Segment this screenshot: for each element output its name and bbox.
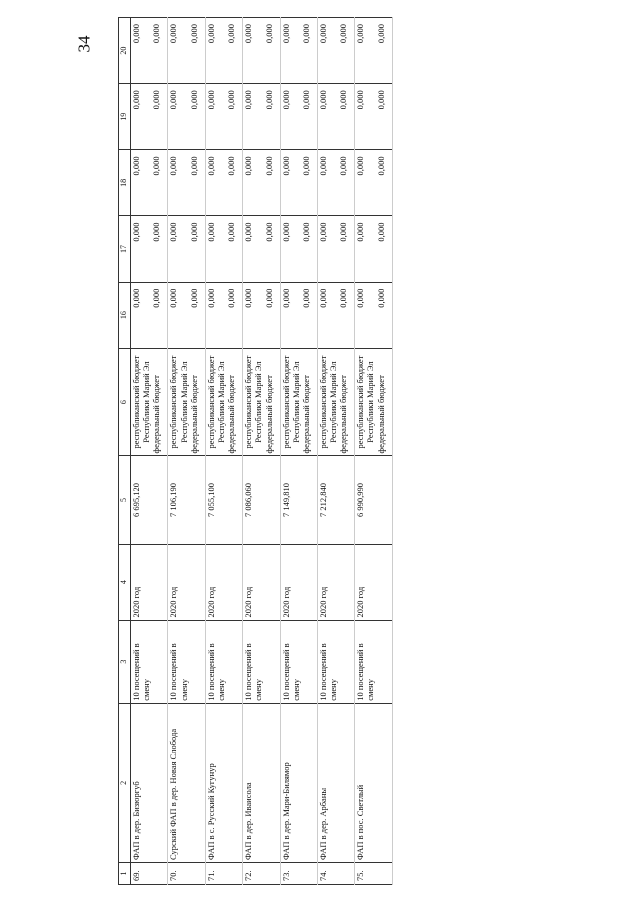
value-cell: 0,000	[131, 84, 152, 150]
table-row-federal	[151, 18, 168, 885]
year: 2020 год	[131, 544, 152, 620]
col-header: 5	[119, 456, 131, 544]
value-cell: 0,000	[317, 216, 338, 282]
value-cell: 0,000	[301, 18, 318, 84]
value-cell: 0,000	[168, 282, 189, 348]
funding-source: республиканский бюджет Республики Марий Эл	[355, 348, 376, 456]
cost: 6 990,990	[355, 456, 376, 544]
value-cell: 0,000	[226, 18, 243, 84]
value-cell: 0,000	[280, 216, 301, 282]
header-row	[119, 18, 131, 885]
object-name: ФАП в дер. Бизюргуб	[131, 703, 152, 862]
col-header: 17	[119, 216, 131, 282]
value-cell: 0,000	[226, 150, 243, 216]
funding-source: федеральный бюджет	[338, 348, 355, 456]
year: 2020 год	[280, 544, 301, 620]
value-cell: 0,000	[168, 18, 189, 84]
value-cell: 0,000	[205, 84, 226, 150]
value-cell: 0,000	[151, 18, 168, 84]
table-row	[280, 18, 301, 885]
year: 2020 год	[243, 544, 264, 620]
table-row-federal	[189, 18, 206, 885]
value-cell: 0,000	[189, 150, 206, 216]
value-cell: 0,000	[131, 150, 152, 216]
value-cell: 0,000	[264, 84, 281, 150]
value-cell: 0,000	[317, 150, 338, 216]
cost: 6 695,120	[131, 456, 152, 544]
row-number: 74.	[317, 862, 338, 884]
row-number: 69.	[131, 862, 152, 884]
col-header: 16	[119, 282, 131, 348]
value-cell: 0,000	[131, 282, 152, 348]
value-cell: 0,000	[151, 150, 168, 216]
capacity: 10 посещений в смену	[280, 620, 301, 703]
col-header: 20	[119, 18, 131, 84]
value-cell: 0,000	[355, 216, 376, 282]
value-cell: 0,000	[243, 18, 264, 84]
cost: 7 055,100	[205, 456, 226, 544]
value-cell: 0,000	[205, 282, 226, 348]
value-cell: 0,000	[243, 282, 264, 348]
row-number: 71.	[205, 862, 226, 884]
value-cell: 0,000	[205, 216, 226, 282]
value-cell: 0,000	[205, 18, 226, 84]
value-cell: 0,000	[280, 282, 301, 348]
object-name: ФАП в пос. Светлый	[355, 703, 376, 862]
col-header: 2	[119, 703, 131, 862]
object-name: ФАП в дер. Мари-Билямор	[280, 703, 301, 862]
table-row-federal	[376, 18, 393, 885]
value-cell: 0,000	[338, 84, 355, 150]
value-cell: 0,000	[317, 282, 338, 348]
table-row-federal	[301, 18, 318, 885]
funding-source: республиканский бюджет Республики Марий Эл	[317, 348, 338, 456]
row-number: 75.	[355, 862, 376, 884]
funding-source: федеральный бюджет	[151, 348, 168, 456]
funding-source: федеральный бюджет	[189, 348, 206, 456]
row-number: 72.	[243, 862, 264, 884]
table-row	[168, 18, 189, 885]
table-row	[131, 18, 152, 885]
value-cell: 0,000	[151, 84, 168, 150]
value-cell: 0,000	[168, 216, 189, 282]
capacity: 10 посещений в смену	[243, 620, 264, 703]
value-cell: 0,000	[355, 282, 376, 348]
value-cell: 0,000	[264, 216, 281, 282]
value-cell: 0,000	[338, 18, 355, 84]
value-cell: 0,000	[243, 150, 264, 216]
table-row-federal	[338, 18, 355, 885]
value-cell: 0,000	[264, 282, 281, 348]
value-cell: 0,000	[131, 18, 152, 84]
value-cell: 0,000	[189, 216, 206, 282]
value-cell: 0,000	[243, 216, 264, 282]
table-row	[205, 18, 226, 885]
value-cell: 0,000	[355, 84, 376, 150]
year: 2020 год	[168, 544, 189, 620]
value-cell: 0,000	[317, 18, 338, 84]
capacity: 10 посещений в смену	[355, 620, 376, 703]
col-header: 4	[119, 544, 131, 620]
value-cell: 0,000	[151, 216, 168, 282]
page-number: 34	[74, 35, 94, 53]
value-cell: 0,000	[301, 150, 318, 216]
capacity: 10 посещений в смену	[205, 620, 226, 703]
value-cell: 0,000	[189, 84, 206, 150]
table-row	[243, 18, 264, 885]
capacity: 10 посещений в смену	[168, 620, 189, 703]
row-number: 70.	[168, 862, 189, 884]
value-cell: 0,000	[168, 84, 189, 150]
value-cell: 0,000	[301, 84, 318, 150]
table-row-federal	[264, 18, 281, 885]
value-cell: 0,000	[131, 216, 152, 282]
value-cell: 0,000	[280, 150, 301, 216]
value-cell: 0,000	[376, 216, 393, 282]
value-cell: 0,000	[168, 150, 189, 216]
funding-source: республиканский бюджет Республики Марий Эл	[243, 348, 264, 456]
value-cell: 0,000	[264, 18, 281, 84]
funding-source: федеральный бюджет	[264, 348, 281, 456]
value-cell: 0,000	[205, 150, 226, 216]
object-name: ФАП в дер. Иваисола	[243, 703, 264, 862]
table-row	[355, 18, 376, 885]
year: 2020 год	[355, 544, 376, 620]
value-cell: 0,000	[243, 84, 264, 150]
capacity: 10 посещений в смену	[317, 620, 338, 703]
funding-source: федеральный бюджет	[301, 348, 318, 456]
col-header: 19	[119, 84, 131, 150]
value-cell: 0,000	[189, 18, 206, 84]
value-cell: 0,000	[226, 84, 243, 150]
funding-source: федеральный бюджет	[226, 348, 243, 456]
rotated-table-page	[118, 17, 628, 885]
row-number: 73.	[280, 862, 301, 884]
value-cell: 0,000	[317, 84, 338, 150]
value-cell: 0,000	[338, 282, 355, 348]
value-cell: 0,000	[226, 216, 243, 282]
funding-source: республиканский бюджет Республики Марий Эл	[168, 348, 189, 456]
value-cell: 0,000	[338, 216, 355, 282]
col-header: 6	[119, 348, 131, 456]
year: 2020 год	[205, 544, 226, 620]
col-header: 3	[119, 620, 131, 703]
value-cell: 0,000	[376, 18, 393, 84]
year: 2020 год	[317, 544, 338, 620]
value-cell: 0,000	[280, 18, 301, 84]
value-cell: 0,000	[355, 18, 376, 84]
cost: 7 086,060	[243, 456, 264, 544]
value-cell: 0,000	[151, 282, 168, 348]
funding-source: республиканский бюджет Республики Марий Эл	[205, 348, 226, 456]
table-row	[317, 18, 338, 885]
table-row-federal	[226, 18, 243, 885]
value-cell: 0,000	[301, 282, 318, 348]
value-cell: 0,000	[376, 84, 393, 150]
value-cell: 0,000	[280, 84, 301, 150]
funding-source: федеральный бюджет	[376, 348, 393, 456]
cost: 7 212,840	[317, 456, 338, 544]
value-cell: 0,000	[189, 282, 206, 348]
col-header: 18	[119, 150, 131, 216]
value-cell: 0,000	[338, 150, 355, 216]
value-cell: 0,000	[355, 150, 376, 216]
col-header: 1	[119, 862, 131, 884]
cost: 7 149,810	[280, 456, 301, 544]
funding-source: республиканский бюджет Республики Марий Эл	[131, 348, 152, 456]
value-cell: 0,000	[264, 150, 281, 216]
capacity: 10 посещений в смену	[131, 620, 152, 703]
object-name: ФАП в дер. Арбаны	[317, 703, 338, 862]
value-cell: 0,000	[376, 150, 393, 216]
value-cell: 0,000	[226, 282, 243, 348]
cost: 7 106,190	[168, 456, 189, 544]
object-name: Сурский ФАП в дер. Новая Слобода	[168, 703, 189, 862]
value-cell: 0,000	[376, 282, 393, 348]
value-cell: 0,000	[301, 216, 318, 282]
budget-table	[118, 17, 393, 885]
funding-source: республиканский бюджет Республики Марий Эл	[280, 348, 301, 456]
object-name: ФАП в с. Русский Кугунур	[205, 703, 226, 862]
